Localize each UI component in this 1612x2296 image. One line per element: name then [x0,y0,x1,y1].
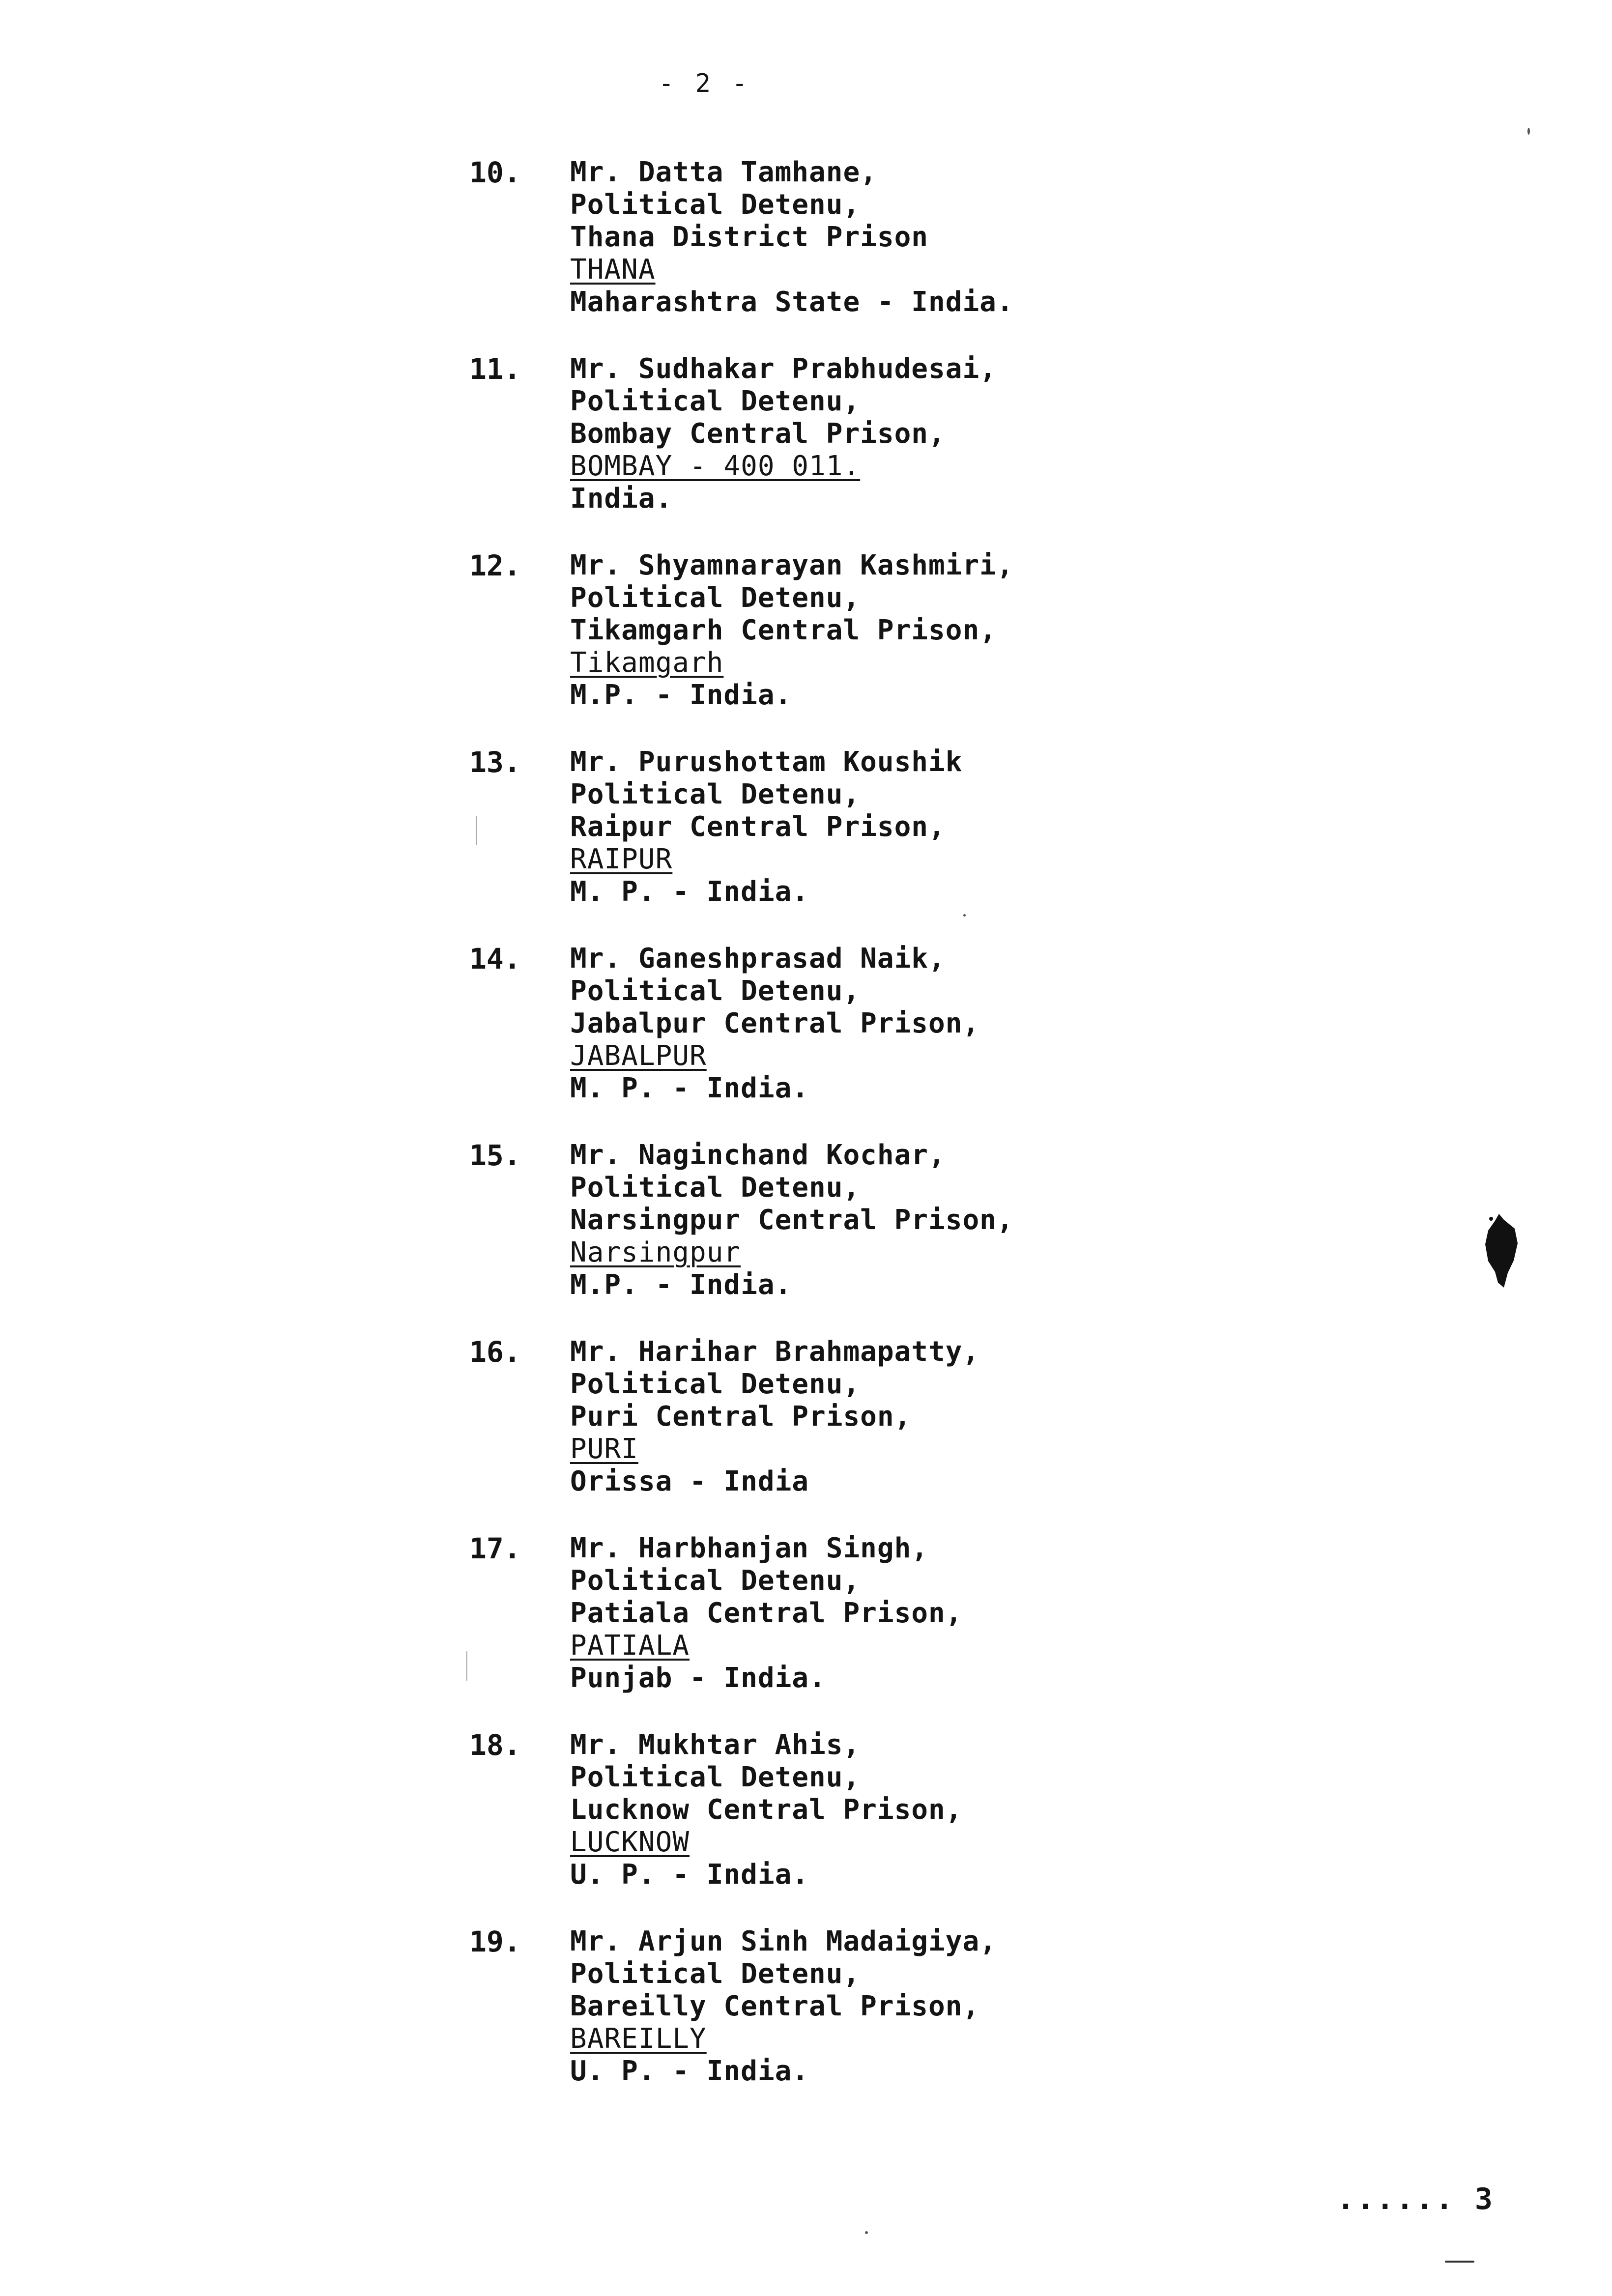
detenu-name: Mr. Harihar Brahmapatty, [570,1336,980,1368]
address-block [570,156,1014,318]
detenu-status: Political Detenu, [570,1761,861,1793]
entry-number: 15. [469,1139,521,1172]
prison-region: Maharashtra State - India. [570,286,1014,318]
detenu-status: Political Detenu, [570,1368,861,1400]
entry-number: 11. [469,352,521,386]
prison-name: Jabalpur Central Prison, [570,1007,980,1039]
scan-speck [963,914,966,917]
detenu-name: Mr. Ganeshprasad Naik, [570,943,946,975]
page-number: - 2 - [659,69,750,98]
detenu-status: Political Detenu, [570,385,861,417]
ink-blot [1484,1214,1519,1288]
detenu-name: Mr. Arjun Sinh Madaigiya, [570,1925,997,1957]
address-block [570,353,997,515]
address-block [570,746,962,908]
prison-name: Lucknow Central Prison, [570,1794,963,1826]
detenu-name: Mr. Shyamnarayan Kashmiri, [570,549,1014,581]
detenu-status: Political Detenu, [570,1172,861,1204]
prison-city: PATIALA [570,1630,690,1662]
prison-name: Puri Central Prison, [570,1401,912,1433]
entry-number: 13. [469,746,521,779]
prison-region: U. P. - India. [570,2055,809,2087]
detenu-status: Political Detenu, [570,189,861,221]
prison-city: RAIPUR [570,843,673,875]
prison-region: Orissa - India [570,1465,809,1497]
prison-city: Narsingpur [570,1236,741,1268]
prison-city: Tikamgarh [570,647,724,679]
detenu-name: Mr. Mukhtar Ahis, [570,1729,861,1761]
prison-name: Raipur Central Prison, [570,811,946,843]
scan-speck [1527,128,1530,135]
detenu-name: Mr. Purushottam Koushik [570,746,963,778]
scan-speck [865,2231,868,2234]
entry-number: 12. [469,549,521,582]
detenu-status: Political Detenu, [570,778,861,810]
detenu-status: Political Detenu, [570,975,861,1007]
detenu-status: Political Detenu, [570,1958,861,1990]
address-block [570,1925,997,2088]
prison-name: Bareilly Central Prison, [570,1990,980,2022]
prison-name: Narsingpur Central Prison, [570,1204,1014,1236]
prison-region: M.P. - India. [570,679,792,711]
prison-name: Patiala Central Prison, [570,1597,963,1629]
address-block [570,1139,1014,1301]
continued-marker: ...... 3 [1337,2182,1495,2216]
prison-region: M. P. - India. [570,1072,809,1104]
prison-city: JABALPUR [570,1040,707,1072]
address-block [570,549,1014,712]
detenu-name: Mr. Naginchand Kochar, [570,1139,946,1171]
prison-name: Bombay Central Prison, [570,418,946,450]
detenu-name: Mr. Datta Tamhane, [570,156,877,188]
prison-region: U. P. - India. [570,1859,809,1891]
scan-speck [1445,2261,1474,2263]
address-block [570,943,979,1105]
prison-region: Punjab - India. [570,1662,826,1694]
address-block [570,1532,962,1694]
entry-number: 18. [469,1728,521,1762]
prison-name: Thana District Prison [570,221,929,253]
scan-speck [466,1651,467,1681]
prison-region: M. P. - India. [570,876,809,908]
prison-name: Tikamgarh Central Prison, [570,614,997,646]
detenu-status: Political Detenu, [570,582,861,614]
detenu-name: Mr. Sudhakar Prabhudesai, [570,353,997,385]
entry-number: 10. [469,156,521,189]
entry-number: 19. [469,1925,521,1958]
detenu-name: Mr. Harbhanjan Singh, [570,1532,929,1564]
scan-speck [476,816,477,845]
prison-city: BAREILLY [570,2023,707,2055]
prison-city: THANA [570,254,656,286]
prison-region: India. [570,483,673,515]
address-block [570,1729,962,1891]
prison-city: PURI [570,1433,638,1465]
entry-number: 17. [469,1532,521,1565]
entry-number: 16. [469,1335,521,1369]
prison-city: BOMBAY - 400 011. [570,450,861,482]
entry-number: 14. [469,942,521,976]
prison-region: M.P. - India. [570,1269,792,1301]
address-block [570,1336,979,1498]
prison-city: LUCKNOW [570,1826,690,1858]
detenu-status: Political Detenu, [570,1565,861,1597]
